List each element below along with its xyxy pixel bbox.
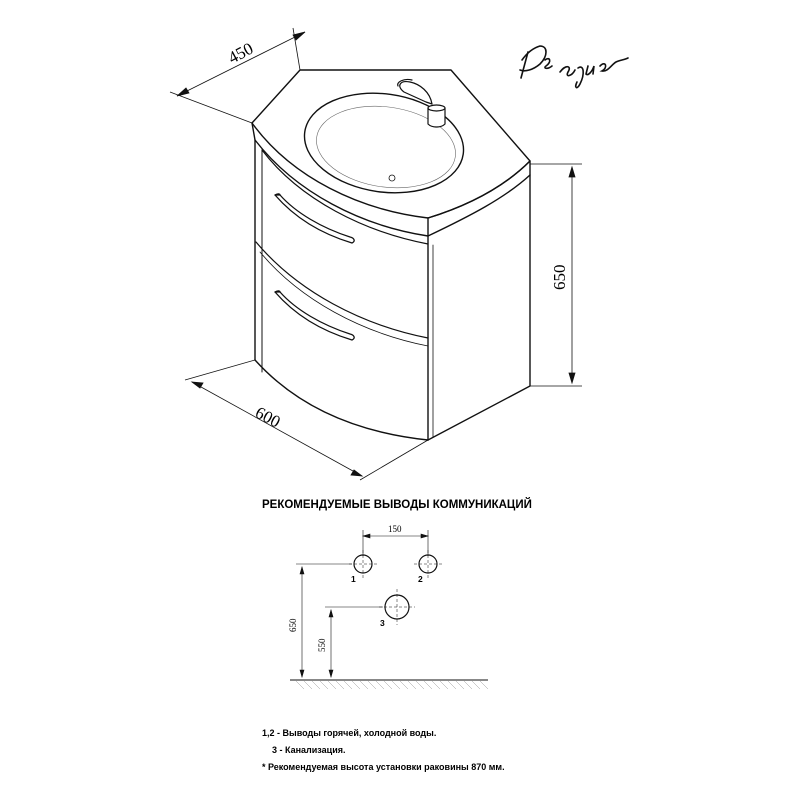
dimension-spacing-label: 150 [388, 524, 402, 534]
outlet-1-label: 1 [351, 574, 356, 584]
notes [262, 725, 505, 776]
hatch-stroke [328, 681, 336, 689]
dimension-width [185, 360, 428, 480]
hatch-stroke [344, 681, 352, 689]
hatch-stroke [440, 681, 448, 689]
hatch-stroke [480, 681, 488, 689]
dimension-inner-height-label: 550 [317, 638, 327, 652]
brand-logo [520, 46, 628, 88]
hatch-stroke [432, 681, 440, 689]
hatch-stroke [472, 681, 480, 689]
hatch-stroke [304, 681, 312, 689]
hatch-stroke [320, 681, 328, 689]
hatch-stroke [456, 681, 464, 689]
dimension-width-label: 600 [252, 402, 284, 432]
outlet-2-label: 2 [418, 574, 423, 584]
hatch-stroke [464, 681, 472, 689]
hatch-stroke [408, 681, 416, 689]
drawer-handle-upper [275, 194, 354, 243]
sink-drain [389, 175, 395, 181]
hatch-stroke [312, 681, 320, 689]
hatch-stroke [336, 681, 344, 689]
floor-hatching [296, 681, 488, 689]
dimension-outer-height [296, 564, 352, 677]
hatch-stroke [392, 681, 400, 689]
hatch-stroke [424, 681, 432, 689]
dimension-depth [170, 28, 305, 123]
communications-title: РЕКОМЕНДУЕМЫЕ ВЫВОДЫ КОММУНИКАЦИЙ [262, 499, 532, 511]
cabinet-illustration [252, 70, 530, 440]
hatch-stroke [360, 681, 368, 689]
cabinet-side-panel [428, 175, 530, 440]
hatch-stroke [376, 681, 384, 689]
basin-top-outline [252, 70, 530, 218]
drawer-divider [256, 242, 428, 338]
note-sewer: 3 - Канализация. [272, 745, 346, 755]
dimension-inner-height [325, 607, 383, 677]
hatch-stroke [352, 681, 360, 689]
drawer-handle-lower [275, 291, 354, 340]
dimension-outer-height-label: 650 [288, 618, 298, 632]
hatch-stroke [448, 681, 456, 689]
outlet-3-label: 3 [380, 618, 385, 628]
note-sink-height: * Рекомендуемая высота установки раковины 870 мм. [262, 762, 505, 772]
basin-side-edge [428, 161, 530, 236]
hatch-stroke [368, 681, 376, 689]
hatch-stroke [296, 681, 304, 689]
hatch-stroke [416, 681, 424, 689]
drawer-top-line [262, 150, 428, 244]
dimension-height-label: 650 [550, 264, 569, 290]
basin-front-edge [252, 123, 428, 236]
hatch-stroke [400, 681, 408, 689]
note-water-outlets: 1,2 - Выводы горячей, холодной воды. [262, 728, 437, 738]
hatch-stroke [384, 681, 392, 689]
cabinet-bottom-curve [255, 360, 428, 440]
dimension-depth-label: 450 [224, 38, 257, 68]
